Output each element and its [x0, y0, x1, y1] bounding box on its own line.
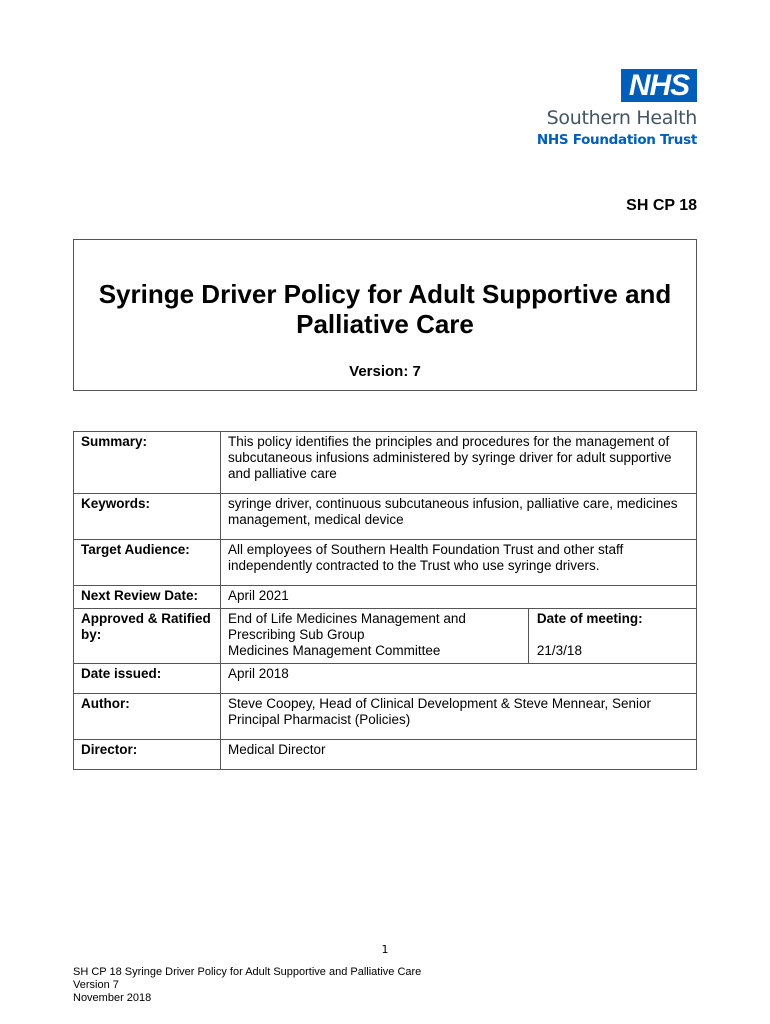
summary-value: This policy identifies the principles and procedures for the management of subcutaneous infusions administered by syringe driver for adult supportive and palliative care [221, 432, 697, 494]
title-box [73, 239, 697, 391]
table-row [74, 694, 697, 740]
keywords-label: Keywords: [74, 494, 221, 540]
footer-version: Version 7 [73, 979, 119, 991]
target-audience-label: Target Audience: [74, 540, 221, 586]
approved-cell [221, 609, 697, 664]
version-label: Version: 7 [349, 363, 421, 380]
footer-date: November 2018 [73, 992, 152, 1004]
keywords-value: syringe driver, continuous subcutaneous infusion, palliative care, medicines management, medical device [221, 494, 697, 540]
author-value: Steve Coopey, Head of Clinical Development & Steve Mennear, Senior Principal Pharmacist (Policies) [221, 694, 697, 740]
approved-by-line1: End of Life Medicines Management and Prescribing Sub Group [228, 611, 466, 642]
document-info-table [73, 431, 697, 770]
page-footer [73, 966, 421, 1005]
meeting-date-label: Date of meeting: [536, 611, 643, 626]
organisation-name: Southern Health [546, 107, 697, 129]
author-label: Author: [74, 694, 221, 740]
document-title: Syringe Driver Policy for Adult Supportive and Palliative Care [98, 279, 672, 339]
footer-title: SH CP 18 Syringe Driver Policy for Adult Supportive and Palliative Care [73, 966, 422, 978]
table-row [74, 432, 697, 494]
table-row [74, 494, 697, 540]
approved-by-line2: Medicines Management Committee [228, 643, 441, 658]
approved-label: Approved & Ratified by: [74, 609, 221, 664]
approved-by-value [221, 609, 529, 663]
director-label: Director: [74, 740, 221, 770]
table-row [74, 540, 697, 586]
page-number: 1 [381, 943, 389, 956]
table-row [74, 586, 697, 609]
document-reference: SH CP 18 [626, 197, 697, 214]
next-review-label: Next Review Date: [74, 586, 221, 609]
target-audience-value: All employees of Southern Health Foundation Trust and other staff independently contracted to the Trust who use syringe drivers. [221, 540, 697, 586]
table-row [74, 740, 697, 770]
table-row [74, 609, 697, 664]
nhs-logo [517, 69, 697, 151]
meeting-date-value: 21/3/18 [536, 643, 582, 658]
director-value: Medical Director [221, 740, 697, 770]
next-review-value: April 2021 [221, 586, 697, 609]
nhs-badge: NHS [621, 69, 697, 102]
date-issued-label: Date issued: [74, 664, 221, 694]
table-row [74, 664, 697, 694]
summary-label: Summary: [74, 432, 221, 494]
organisation-subtitle: NHS Foundation Trust [536, 132, 697, 148]
date-issued-value: April 2018 [221, 664, 697, 694]
meeting-cell [529, 609, 696, 663]
